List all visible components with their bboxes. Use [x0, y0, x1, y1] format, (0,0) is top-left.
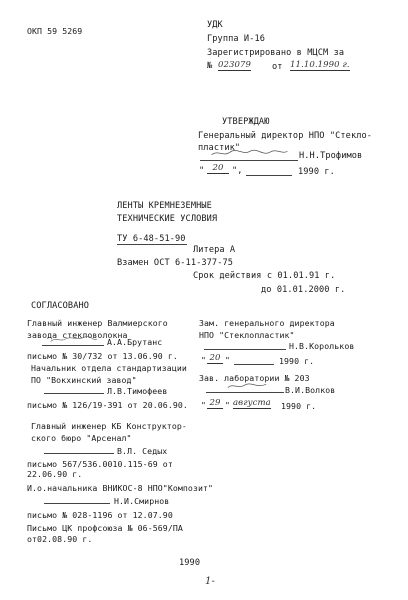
right-date-month-line — [234, 364, 274, 365]
approve-date-quote-close: ", — [232, 166, 243, 176]
agreed-left-line-15: Н.И.Смирнов — [114, 496, 170, 506]
agreed-left-line-5: Начальник отдела стандартизации — [31, 363, 187, 373]
agreed-left-line-7: Л.В.Тимофеев — [107, 386, 168, 396]
agreed-left-line-4: письмо № 30/732 от 13.06.90 г. — [27, 351, 178, 361]
doc-validity-to: до 01.01.2000 г. — [261, 285, 346, 295]
director-signature-line — [200, 160, 298, 161]
agreed-right-line-3: Н.В.Корольков — [289, 341, 355, 351]
director-name: Н.Н.Трофимов — [299, 151, 363, 161]
doc-replace: Взамен ОСТ 6-11-377-75 — [117, 258, 234, 268]
agreed-left-line-16: письмо № 028-1196 от 12.07.90 — [27, 510, 173, 520]
volkov-signature — [222, 381, 272, 391]
agreed-left-line-9: Главный инженер КБ Конструктор- — [31, 421, 187, 431]
doc-litera: Литера А — [193, 245, 236, 255]
brutans-signature-line — [42, 345, 104, 346]
agreed-left-line-6: ПО "Вокхинский завод" — [31, 375, 137, 385]
agreed-left-line-8: письмо № 126/19-391 от 20.06.90. — [27, 400, 188, 410]
agreed-left-line-3: А.А.Брутанс — [107, 337, 163, 347]
okp-code: ОКП 59 5269 — [27, 26, 83, 36]
agreed-left-line-13: 22.06.90 г. — [27, 469, 83, 479]
approve-date-month-line — [246, 175, 292, 176]
agreed-left-line-1: Главный инженер Валмиерского — [27, 318, 168, 328]
reg-number-prefix: № — [207, 61, 213, 71]
volkov-signature-line — [206, 392, 284, 393]
reg-date-value: 11.10.1990 г. — [290, 60, 350, 70]
doc-tu-underline — [117, 244, 187, 245]
reg-number-value: 023079 — [218, 60, 252, 70]
page-number: 1- — [205, 576, 215, 587]
agreed-left-line-12: письмо 567/536.0010.115-69 от — [27, 459, 173, 469]
approve-position-line2: пластик" — [198, 143, 241, 153]
right2-date-quote-open: " — [201, 400, 207, 410]
agreed-right-line-5: Зав. лаборатории № 203 — [199, 373, 310, 383]
agreed-left-line-11: В.Л. Седых — [117, 446, 168, 456]
brutans-signature — [44, 334, 104, 344]
sedykh-signature-line — [44, 453, 114, 454]
doc-title-line2: ТЕХНИЧЕСКИЕ УСЛОВИЯ — [117, 214, 218, 224]
korolkov-signature-line — [204, 349, 286, 350]
right2-date-day: 29 — [207, 398, 223, 409]
footer-year: 1990 — [179, 558, 201, 568]
approve-date-year: 1990 г. — [298, 167, 335, 177]
approve-date-day: 20 — [207, 163, 229, 174]
director-signature — [202, 148, 297, 158]
doc-title-line1: ЛЕНТЫ КРЕМНЕЗЕМНЫЕ — [117, 201, 212, 211]
registered-label: Зарегистрировано в МЦСМ за — [207, 48, 345, 58]
reg-date-prefix: от — [272, 62, 283, 72]
right2-date-month: августа — [233, 398, 271, 408]
group-label: Группа И-16 — [207, 34, 266, 44]
right-date-quote-close: " — [225, 355, 231, 365]
doc-tu-number: ТУ 6-48-51-90 — [117, 234, 186, 244]
agreed-left-line-10: ского бюро "Арсенал" — [31, 433, 132, 443]
agreed-right-line-4: 1990 г. — [279, 356, 315, 366]
agreed-title: СОГЛАСОВАНО — [31, 301, 90, 311]
approve-title: УТВЕРЖДАЮ — [222, 117, 270, 127]
agreed-left-line-2: завода стекловолокна — [27, 330, 128, 340]
approve-date-quote-open: " — [199, 166, 205, 176]
udk-label: УДК — [207, 20, 223, 30]
agreed-left-line-18: от02.08.90 г. — [27, 534, 93, 544]
smirnov-signature-line — [44, 503, 110, 504]
agreed-right-line-1: Зам. генерального директора — [199, 318, 335, 328]
timofeev-signature-line — [44, 393, 104, 394]
agreed-left-line-17: Письмо ЦК профсоюза № 06-569/ПА — [27, 523, 183, 533]
agreed-left-line-14: И.о.начальника ВНИКОС-8 НПО"Композит" — [27, 483, 214, 493]
right-date-day: 20 — [207, 353, 223, 364]
doc-validity-from: Срок действия с 01.01.91 г. — [193, 271, 336, 281]
agreed-right-line-6: В.И.Волков — [285, 385, 336, 395]
right2-date-quote-close: " — [225, 400, 231, 410]
agreed-right-line-2: НПО "Стеклопластик" — [199, 330, 295, 340]
approve-position-line1: Генеральный директор НПО "Стекло- — [198, 131, 373, 141]
right-date-quote-open: " — [201, 355, 207, 365]
agreed-right-line-7: 1990 г. — [281, 401, 317, 411]
